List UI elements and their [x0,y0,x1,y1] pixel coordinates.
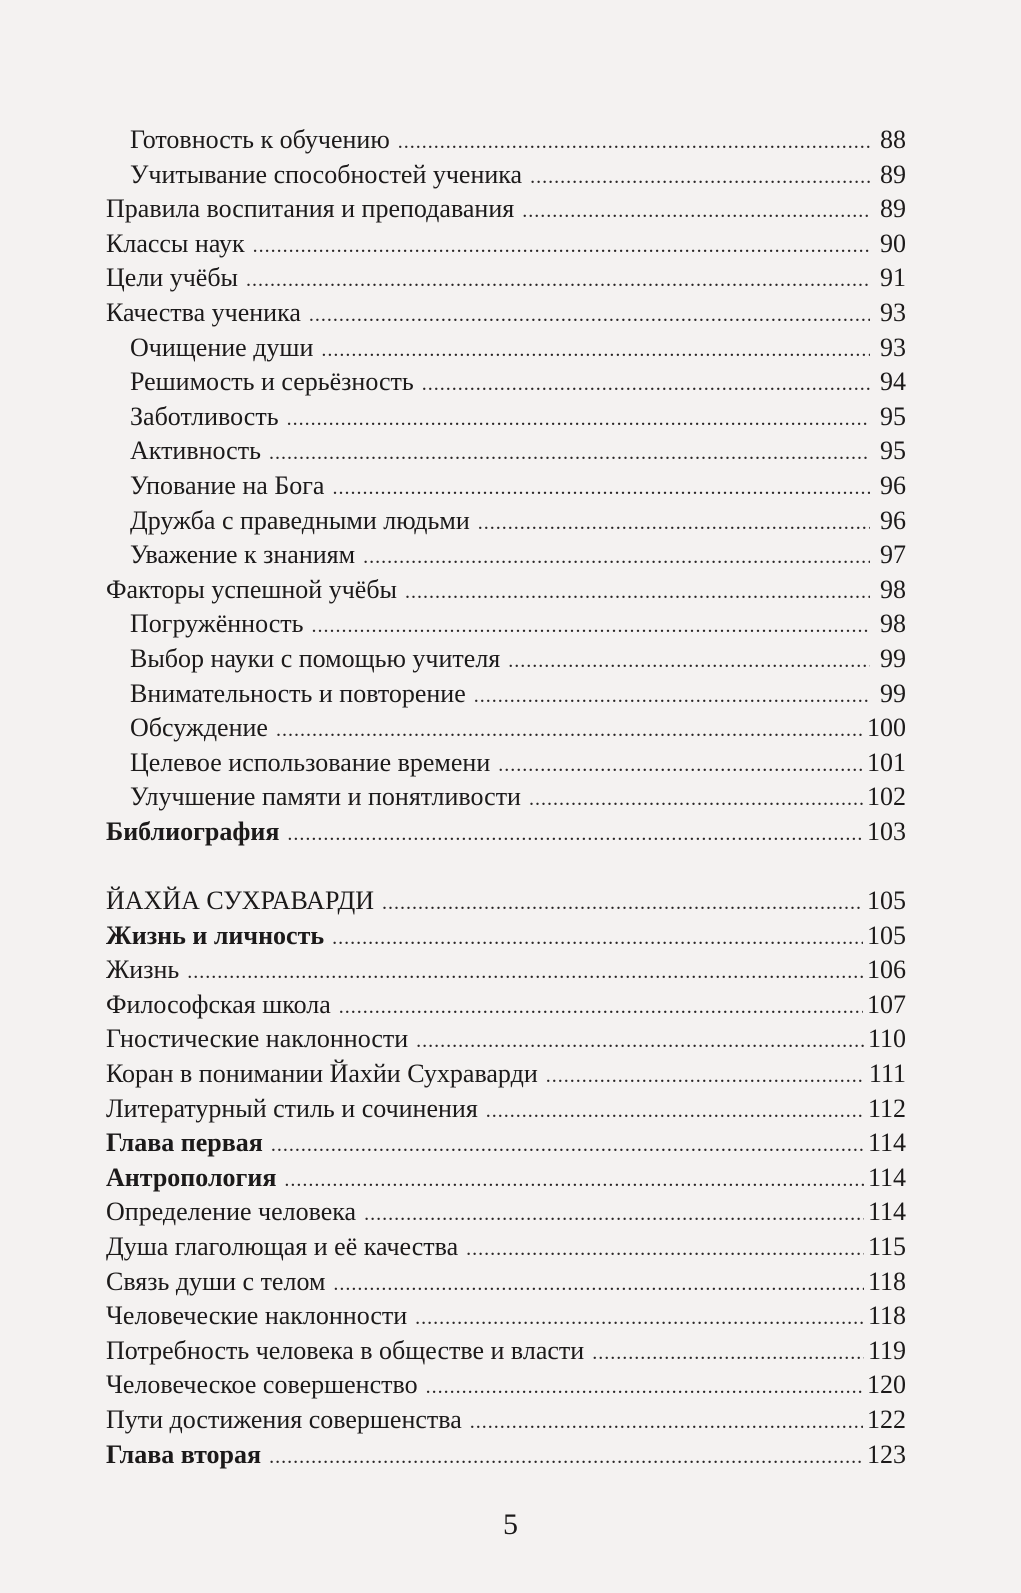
toc-entry-page: 101 [867,747,906,777]
toc-entry [106,400,906,435]
toc-entry [106,607,906,642]
toc-dot-leader [284,1163,864,1198]
toc-entry [106,1230,906,1265]
toc-entry [106,1092,906,1127]
toc-dot-leader [486,1094,864,1129]
toc-entry-page: 97 [880,540,906,570]
toc-entry-page: 98 [880,609,906,639]
toc-entry [106,988,906,1023]
toc-entry-title: Решимость и серьёзность [130,367,414,397]
toc-dot-leader [333,1267,864,1302]
toc-entry-page: 89 [880,194,906,224]
toc-entry [106,746,906,781]
toc-dot-leader [253,229,870,264]
toc-entry [106,1022,906,1057]
toc-entry-title: Потребность человека в обществе и власти [106,1335,585,1365]
toc-entry-title: Заботливость [130,401,279,431]
toc-entry-title: Обсуждение [130,713,268,743]
toc-entry-title: Погружённость [130,609,304,639]
toc-dot-leader [363,540,870,575]
toc-entry [106,1057,906,1092]
toc-dot-leader [416,1024,864,1059]
toc-dot-leader [321,333,870,368]
toc-entry-page: 112 [867,1093,906,1123]
toc-entry-page: 123 [867,1439,906,1469]
toc-entry [106,919,906,954]
toc-entry-title: Классы наук [106,228,245,258]
toc-entry-page: 106 [867,955,906,985]
toc-dot-leader [276,713,863,748]
toc-entry-title: Очищение души [130,332,314,362]
toc-dot-leader [398,125,870,160]
toc-entry-title: Пути достижения совершенства [106,1404,462,1434]
toc-entry [106,815,906,850]
toc-entry [106,711,906,746]
toc-entry [106,261,906,296]
toc-entry-title: Внимательность и повторение [130,678,466,708]
toc-entry-page: 93 [880,332,906,362]
toc-dot-leader [546,1059,865,1094]
toc-dot-leader [269,1440,863,1475]
toc-entry-page: 96 [880,470,906,500]
toc-dot-leader [529,782,863,817]
toc-entry-page: 105 [867,920,906,950]
toc-entry-page: 94 [880,367,906,397]
toc-dot-leader [332,921,863,956]
toc-entry-title: Факторы успешной учёбы [106,574,398,604]
toc-entry-page: 103 [867,816,906,846]
toc-dot-leader [530,160,870,195]
toc-entry [106,192,906,227]
toc-entry-title: Глава вторая [106,1439,262,1469]
toc-entry-title: Цели учёбы [106,263,239,293]
toc-entry-title: Жизнь и личность [106,920,325,950]
toc-entry-page: 100 [867,713,906,743]
toc-entry-title: Учитывание способностей ученика [130,159,523,189]
toc-dot-leader [498,748,863,783]
toc-entry-page: 105 [867,886,906,916]
toc-entry [106,1368,906,1403]
toc-dot-leader [592,1336,864,1371]
toc-dot-leader [364,1197,864,1232]
toc-entry-page: 93 [880,297,906,327]
toc-dot-leader [405,575,870,610]
page-number: 5 [503,1508,518,1541]
toc-entry-page: 98 [880,574,906,604]
toc-entry-page: 89 [880,159,906,189]
toc-entry-page: 111 [868,1059,906,1089]
toc-entry [106,331,906,366]
toc-entry-title: Готовность к обучению [130,125,390,154]
toc-entry-title: Дружба с праведными людьми [130,505,470,535]
toc-entry-page: 90 [880,228,906,258]
toc-dot-leader [269,436,870,471]
toc-entry-page: 95 [880,401,906,431]
toc-dot-leader [246,263,870,298]
toc-entry-title: Душа глаголющая и её качества [106,1232,459,1261]
toc-entry-title: Активность [130,436,261,466]
toc-entry-title: Антропология [106,1162,277,1192]
toc-entry-page: 119 [867,1335,906,1365]
toc-entry [106,1403,906,1438]
toc-entry [106,1126,906,1161]
toc-dot-leader [287,817,863,852]
toc-entry [106,1161,906,1196]
toc-entry-title: Философская школа [106,989,331,1019]
toc-entry [106,780,906,815]
toc-entry-page: 99 [880,678,906,708]
toc-entry-page: 114 [867,1128,906,1158]
toc-entry-page: 120 [867,1370,906,1400]
toc-entry-page: 118 [867,1266,906,1296]
toc-entry-title: Целевое использование времени [130,747,491,777]
toc-dot-leader [478,506,870,541]
toc-entry [106,158,906,193]
toc-entry [106,573,906,608]
toc-dot-leader [309,298,870,333]
toc-entry-title: Определение человека [106,1197,357,1227]
toc-entry [106,642,906,677]
toc-dot-leader [339,990,863,1025]
toc-entry-page: 99 [880,643,906,673]
toc-dot-leader [508,644,870,679]
toc-dot-leader [271,1128,864,1163]
toc-entry-title: Качества ученика [106,297,301,327]
toc-entry [106,504,906,539]
toc-entry-title: ЙАХЙА СУХРАВАРДИ [106,886,374,916]
toc-entry-title: Библиография [106,816,280,846]
toc-dot-leader [187,955,863,990]
toc-entry-title: Глава первая [106,1128,263,1158]
toc-dot-leader [470,1405,863,1440]
toc-entry-title: Улучшение памяти и понятливости [130,782,521,812]
toc-entry [106,365,906,400]
toc-entry-title: Упование на Бога [130,470,325,500]
toc-dot-leader [522,194,870,229]
toc-entry-page: 88 [880,125,906,154]
toc-entry-page: 95 [880,436,906,466]
toc-entry-page: 114 [867,1197,906,1227]
toc-dot-leader [422,367,870,402]
toc-dot-leader [287,402,870,437]
table-of-contents [106,123,906,1472]
toc-entry [106,1438,906,1473]
toc-entry-page: 115 [867,1232,906,1261]
toc-entry [106,1334,906,1369]
toc-entry [106,227,906,262]
toc-dot-leader [312,609,871,644]
toc-entry-page: 118 [867,1301,906,1331]
toc-entry [106,123,906,158]
toc-entry-title: Человеческие наклонности [106,1301,408,1331]
toc-dot-leader [466,1232,864,1267]
toc-entry [106,296,906,331]
toc-dot-leader [474,679,870,714]
toc-entry-page: 122 [867,1404,906,1434]
toc-entry [106,469,906,504]
toc-entry-title: Коран в понимании Йахйи Сухраварди [106,1059,538,1089]
toc-entry [106,538,906,573]
toc-dot-leader [382,886,863,921]
toc-entry [106,677,906,712]
toc-entry [106,884,906,919]
toc-entry-page: 107 [867,989,906,1019]
toc-entry-page: 96 [880,505,906,535]
toc-entry [106,1299,906,1334]
toc-entry-title: Гностические наклонности [106,1024,409,1054]
toc-entry-page: 110 [867,1024,906,1054]
toc-entry-page: 114 [867,1162,906,1192]
toc-dot-leader [426,1370,863,1405]
toc-entry-title: Литературный стиль и сочинения [106,1093,478,1123]
toc-entry-title: Человеческое совершенство [106,1370,418,1400]
toc-entry-title: Выбор науки с помощью учителя [130,643,501,673]
toc-entry [106,434,906,469]
toc-entry-page: 102 [867,782,906,812]
toc-entry [106,1265,906,1300]
toc-entry [106,1195,906,1230]
toc-dot-leader [332,471,870,506]
toc-entry-page: 91 [880,263,906,293]
toc-entry-title: Жизнь [106,955,180,985]
toc-entry-title: Связь души с телом [106,1266,326,1296]
toc-entry-title: Уважение к знаниям [130,540,356,570]
toc-entry-title: Правила воспитания и преподавания [106,194,515,224]
toc-dot-leader [415,1301,864,1336]
toc-entry [106,953,906,988]
